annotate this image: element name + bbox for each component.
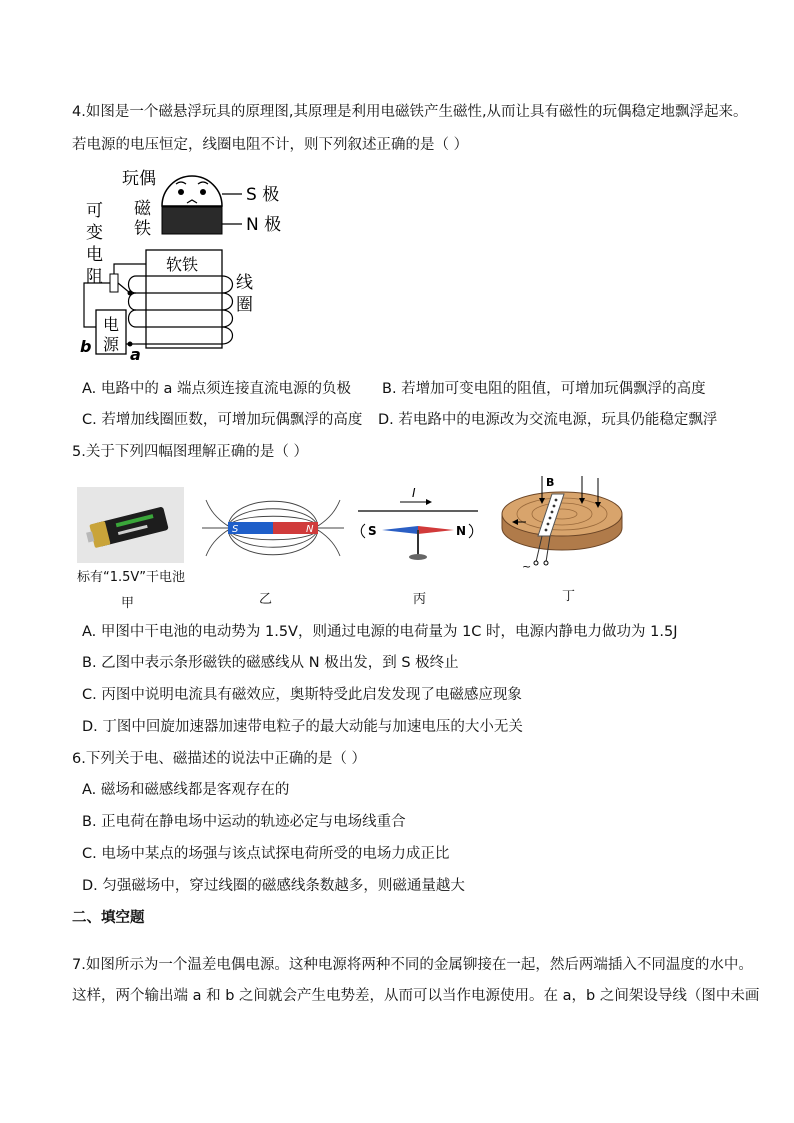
q7-line1: 7.如图所示为一个温差电偶电源。这种电源将两种不同的金属铆接在一起，然后两端插入不同温度的水中。 (72, 957, 753, 973)
power-label-1: 电 (103, 315, 120, 334)
ac-terminal-2 (544, 561, 548, 565)
bar-magnet-field-figure (198, 488, 348, 568)
magnet-s-label: S (232, 524, 239, 535)
yi-label: 乙 (259, 592, 273, 607)
var-resistor-4: 阻 (86, 267, 103, 287)
q6-option-b: B. 正电荷在静电场中运动的轨迹必定与电场线重合 (82, 814, 406, 830)
needle-s-label: S (368, 524, 377, 538)
toy-head (162, 176, 222, 206)
needle-south (382, 526, 418, 534)
section-heading: 二、填空题 (72, 910, 145, 926)
cyclotron-figure (496, 470, 628, 580)
jia-label: 甲 (121, 596, 135, 611)
soft-iron-label: 软铁 (166, 255, 199, 274)
jia-caption: 标有“1.5V”干电池 (77, 570, 186, 585)
ac-terminal-1 (534, 561, 538, 565)
magnet-label-a: 磁 (134, 199, 151, 219)
q4-option-a: A. 电路中的 a 端点须连接直流电源的负极 (82, 381, 351, 397)
magnet-label-b: 铁 (134, 219, 151, 239)
q6-option-a: A. 磁场和磁感线都是客观存在的 (82, 782, 290, 798)
battery-photo (77, 487, 184, 563)
q5-stem: 5.关于下列四幅图理解正确的是（ ） (72, 444, 308, 460)
ac-symbol: ~ (522, 560, 532, 573)
needle-north (418, 526, 454, 534)
bing-label: 丙 (413, 592, 427, 607)
wire-top (114, 264, 146, 274)
var-resistor-1: 可 (86, 201, 103, 221)
var-resistor-2: 变 (86, 223, 103, 243)
n-pole-label: N 极 (246, 215, 282, 235)
maglev-toy-diagram (74, 164, 304, 364)
stand-base (409, 554, 427, 560)
q5-option-c: C. 丙图中说明电流具有磁效应，奥斯特受此启发发现了电磁感应现象 (82, 687, 522, 703)
q5-option-d: D. 丁图中回旋加速器加速带电粒子的最大动能与加速电压的大小无关 (82, 719, 523, 735)
q5-option-b: B. 乙图中表示条形磁铁的磁感线从 N 极出发，到 S 极终止 (82, 655, 459, 671)
toy-magnet (162, 207, 222, 234)
q6-stem: 6.下列关于电、磁描述的说法中正确的是（ ） (72, 751, 366, 767)
q4-stem-line1: 4.如图是一个磁悬浮玩具的原理图,其原理是利用电磁铁产生磁性,从而让具有磁性的玩偶稳定地飘浮起来。 (72, 104, 748, 120)
q4-option-d: D. 若电路中的电源改为交流电源，玩具仍能稳定飘浮 (378, 412, 718, 428)
rotation-arrow-right (469, 524, 473, 538)
current-label: I (412, 486, 416, 500)
q6-option-c: C. 电场中某点的场强与该点试探电荷所受的电场力成正比 (82, 846, 450, 862)
toy-eye-right (200, 189, 206, 195)
current-arrowhead (426, 499, 432, 505)
q6-option-d: D. 匀强磁场中，穿过线圈的磁感线条数越多，则磁通量越大 (82, 878, 465, 894)
q5-option-a: A. 甲图中干电池的电动势为 1.5V，则通过电源的电荷量为 1C 时，电源内静电力做功为 1.5J (82, 624, 678, 640)
coil-label-1: 线 (236, 273, 253, 293)
s-pole-label: S 极 (246, 185, 280, 205)
b-field-label: B (546, 476, 555, 489)
q4-option-b: B. 若增加可变电阻的阻值，可增加玩偶飘浮的高度 (382, 381, 706, 397)
variable-resistor (110, 274, 118, 292)
var-resistor-3: 电 (86, 245, 103, 265)
magnet-n-label: N (306, 524, 314, 535)
toy-label: 玩偶 (122, 169, 156, 189)
q4-option-c: C. 若增加线圈匝数，可增加玩偶飘浮的高度 (82, 412, 363, 428)
needle-n-label: N (456, 524, 467, 538)
coil-label-2: 圈 (236, 295, 253, 315)
ding-label: 丁 (562, 589, 576, 604)
power-label-2: 源 (103, 335, 120, 354)
terminal-b-label: b (80, 337, 92, 356)
toy-eye-left (178, 189, 184, 195)
oersted-figure (356, 484, 482, 570)
q7-line2: 这样，两个输出端 a 和 b 之间就会产生电势差，从而可以当作电源使用。在 a，b 之间架设导线（图中未画 (72, 988, 760, 1004)
q4-stem-line2: 若电源的电压恒定，线圈电阻不计，则下列叙述正确的是（ ） (72, 137, 469, 153)
terminal-a-label: a (130, 345, 141, 364)
rotation-arrow-left (361, 524, 365, 538)
